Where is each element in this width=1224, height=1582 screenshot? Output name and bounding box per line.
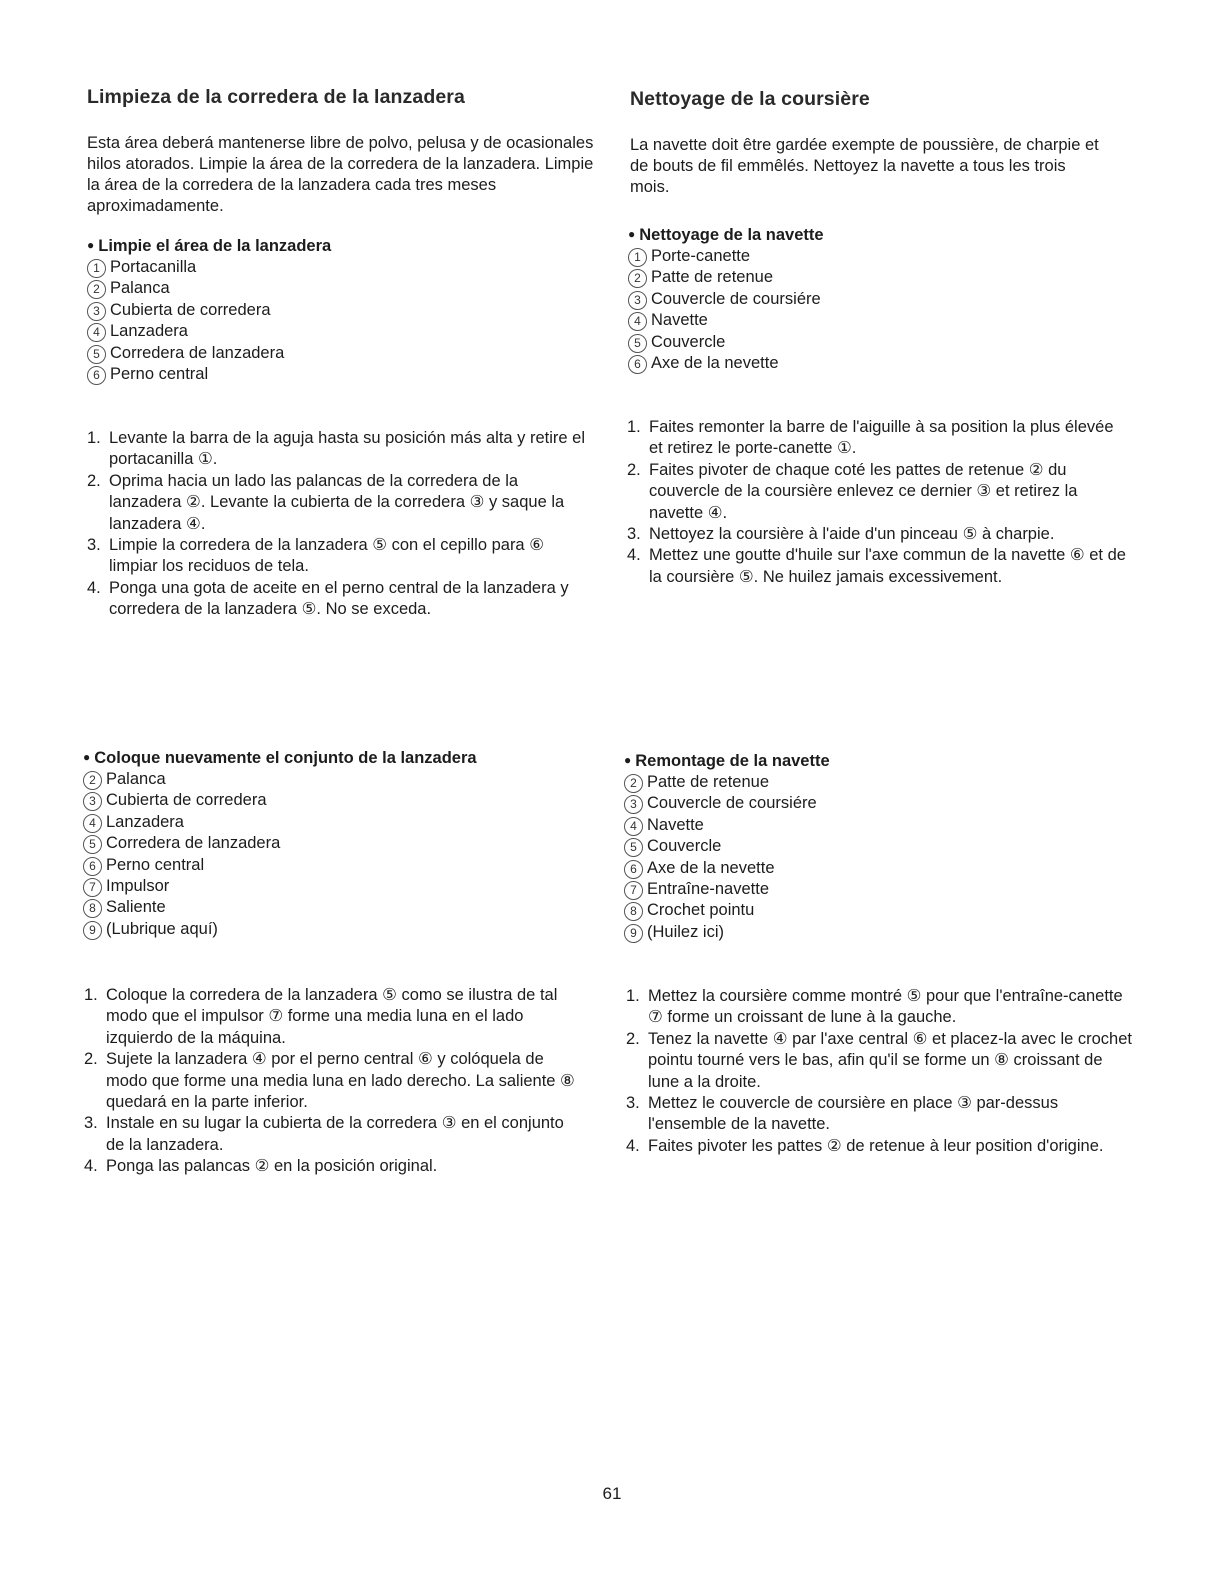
right-clean-steps-section [627,417,1127,588]
part-label: Impulsor [106,877,170,896]
step-number: 4. [626,1136,640,1155]
left-reassemble-heading: ● Coloque nuevamente el conjunto de la lanzadera [83,749,477,767]
bullet-icon: ● [87,238,95,252]
part-number-badge: 7 [83,878,102,897]
step-item [87,428,595,471]
part-item [628,332,1148,353]
step-text: Tenez la navette ④ par l'axe central ⑥ et placez-la avec le crochet pointu tourné vers le bas, afin qu'il se forme un ⑧ croissant de lune a la droite. [648,1029,1132,1091]
part-item [624,879,1144,900]
step-item [627,417,1127,460]
step-number: 1. [626,987,640,1005]
step-item [84,1113,584,1156]
step-text: Ponga una gota de aceite en el perno central de la lanzadera y corredera de la lanzadera ⑤. No se exceda. [109,578,569,619]
right-intro: La navette doit être gardée exempte de poussière, de charpie et de bouts de fil emmêlés. Nettoyez la navette a tous les trois mois. [630,136,1099,196]
step-number: 3. [87,536,101,555]
step-text: Faites pivoter les pattes ② de retenue à leur position d'origine. [648,1136,1104,1155]
page-number: 61 [602,1484,622,1503]
left-clean-heading: ● Limpie el área de la lanzadera [87,237,332,255]
step-number: 1. [84,986,98,1004]
part-item [83,790,603,811]
step-text: Levante la barra de la aguja hasta su posición más alta y retire el portacanilla ①. [109,429,586,469]
step-text: Coloque la corredera de la lanzadera ⑤ como se ilustra de tal modo que el impulsor ⑦ forme una media luna en el lado izquierdo de la máquina. [106,986,558,1047]
part-item [83,855,603,876]
step-text: Limpie la corredera de la lanzadera ⑤ con el cepillo para ⑥ limpiar los reciduos de tela. [109,536,544,576]
part-label: Couvercle [651,332,726,351]
part-number-badge: 4 [83,814,102,833]
part-label: Couvercle de coursiére [651,289,821,308]
part-label: Corredera de lanzadera [110,343,285,362]
part-number-badge: 6 [87,366,106,385]
part-number-badge: 2 [628,269,647,288]
step-item [626,1136,1134,1157]
step-text: Mettez la coursière comme montré ⑤ pour que l'entraîne-canette ⑦ forme un croissant de lune à la gauche. [648,987,1123,1027]
bullet-icon: ● [628,227,636,241]
part-item [87,364,607,385]
right-clean-parts-list [628,246,1148,374]
part-number-badge: 5 [87,345,106,364]
step-item [626,1029,1134,1093]
part-number-badge: 6 [628,355,647,374]
part-item [624,922,1144,943]
part-item [83,833,603,854]
step-number: 2. [87,471,101,490]
bullet-icon: ● [624,753,632,767]
right-clean-section [628,224,1148,374]
left-intro: Esta área deberá mantenerse libre de polvo, pelusa y de ocasionales hilos atorados. Limpie la área de la corredera de la lanzadera. Limpie la área de la corredera de la lanzadera cada tres meses aproximadamente. [87,134,594,215]
right-reassemble-steps-list [626,986,1134,1157]
part-label: Perno central [106,855,205,874]
part-label: Axe de la nevette [651,354,779,373]
part-number-badge: 3 [624,795,643,814]
part-number-badge: 5 [83,835,102,854]
part-label: Axe de la nevette [647,858,775,877]
step-item [627,524,1127,545]
step-number: 1. [87,429,101,447]
right-reassemble-section [624,750,1144,943]
part-label: Crochet pointu [647,901,755,920]
part-label: Navette [651,311,708,330]
part-label: Perno central [110,365,209,384]
left-reassemble-steps-list [84,985,584,1178]
left-clean-parts-list [87,257,607,385]
left-clean-steps-list [87,428,595,621]
part-number-badge: 4 [624,817,643,836]
part-item [83,876,603,897]
step-item [84,1049,584,1113]
part-number-badge: 9 [83,921,102,940]
step-text: Sujete la lanzadera ④ por el perno central ⑥ y colóquela de modo que forme una media luna en lado derecho. La saliente ⑧ quedará en la parte inferior. [106,1050,575,1112]
left-reassemble-parts-list [83,769,603,940]
part-label: Cubierta de corredera [110,300,271,319]
part-number-badge: 8 [624,902,643,921]
left-reassemble-steps-section [84,985,584,1178]
part-item [624,900,1144,921]
step-item [627,460,1127,524]
part-label: Couvercle de coursiére [647,794,817,813]
part-item [83,769,603,790]
part-item [87,257,607,278]
step-item [87,535,595,578]
part-label: Couvercle [647,837,722,856]
step-item [87,578,595,621]
part-label: Saliente [106,898,166,917]
part-item [624,858,1144,879]
step-text: Ponga las palancas ② en la posición original. [106,1157,438,1176]
step-number: 2. [627,460,641,479]
step-number: 4. [84,1157,98,1176]
part-number-badge: 1 [87,259,106,278]
left-clean-steps-section [87,428,595,621]
step-number: 3. [627,525,641,544]
part-label: Portacanilla [110,258,197,276]
part-label: Lanzadera [106,812,184,831]
part-item [87,343,607,364]
step-item [626,1093,1134,1136]
part-number-badge: 6 [83,857,102,876]
right-title: Nettoyage de la coursière [630,88,870,110]
part-item [624,793,1144,814]
right-reassemble-heading: ● Remontage de la navette [624,752,830,770]
right-clean-steps-list [627,417,1127,588]
part-label: Entraîne-navette [647,880,769,899]
part-label: Cubierta de corredera [106,791,267,810]
part-label: Lanzadera [110,322,188,341]
part-number-badge: 7 [624,881,643,900]
part-label: (Lubrique aquí) [106,919,218,938]
step-number: 2. [84,1050,98,1069]
part-item [87,278,607,299]
step-text: Oprima hacia un lado las palancas de la corredera de la lanzadera ②. Levante la cubierta de la corredera ③ y saque la lanzadera ④. [109,471,565,533]
left-clean-section [87,235,607,385]
part-label: Palanca [110,279,170,298]
part-number-badge: 8 [83,899,102,918]
part-item [83,812,603,833]
part-label: Patte de retenue [647,773,770,791]
right-reassemble-steps-section [626,986,1134,1157]
part-item [628,289,1148,310]
part-number-badge: 3 [83,792,102,811]
step-text: Nettoyez la coursière à l'aide d'un pinceau ⑤ à charpie. [649,525,1055,544]
part-item [87,300,607,321]
part-item [628,310,1148,331]
left-reassemble-section [83,747,603,940]
part-item [624,772,1144,793]
part-item [83,897,603,918]
part-label: Porte-canette [651,247,751,265]
right-reassemble-parts-list [624,772,1144,943]
step-item [626,986,1134,1029]
part-item [624,836,1144,857]
part-label: Patte de retenue [651,268,774,287]
part-item [628,246,1148,267]
part-label: Palanca [106,770,166,788]
step-text: Mettez le couvercle de coursière en place ③ par-dessus l'ensemble de la navette. [648,1094,1059,1134]
part-number-badge: 2 [83,771,102,790]
part-number-badge: 2 [87,280,106,299]
part-number-badge: 3 [628,291,647,310]
step-number: 3. [84,1114,98,1133]
step-number: 2. [626,1029,640,1048]
step-text: Instale en su lugar la cubierta de la corredera ③ en el conjunto de la lanzadera. [106,1114,564,1154]
step-text: Faites remonter la barre de l'aiguille à sa position la plus élevée et retirez le porte-canette ①. [649,418,1114,458]
part-number-badge: 9 [624,924,643,943]
step-number: 3. [626,1094,640,1113]
part-number-badge: 5 [624,838,643,857]
part-number-badge: 4 [87,323,106,342]
step-item [627,545,1127,588]
part-label: Navette [647,815,704,834]
part-number-badge: 2 [624,774,643,793]
part-label: (Huilez ici) [647,922,725,941]
step-item [87,471,595,535]
part-item [83,919,603,940]
part-number-badge: 5 [628,334,647,353]
step-text: Faites pivoter de chaque coté les pattes de retenue ② du couvercle de la coursière enlevez ce dernier ③ et retirez la navette ④. [649,460,1078,522]
step-number: 4. [627,546,641,565]
part-number-badge: 4 [628,312,647,331]
part-item [628,267,1148,288]
step-text: Mettez une goutte d'huile sur l'axe commun de la navette ⑥ et de la coursière ⑤. Ne huilez jamais excessivement. [649,546,1126,586]
bullet-icon: ● [83,750,91,764]
right-clean-heading: ● Nettoyage de la navette [628,226,824,244]
step-item [84,985,584,1049]
part-number-badge: 3 [87,302,106,321]
part-item [87,321,607,342]
part-label: Corredera de lanzadera [106,834,281,853]
left-title: Limpieza de la corredera de la lanzadera [87,86,465,108]
step-number: 4. [87,578,101,597]
step-number: 1. [627,418,641,436]
part-item [628,353,1148,374]
part-number-badge: 1 [628,248,647,267]
part-number-badge: 6 [624,860,643,879]
step-item [84,1156,584,1177]
part-item [624,815,1144,836]
